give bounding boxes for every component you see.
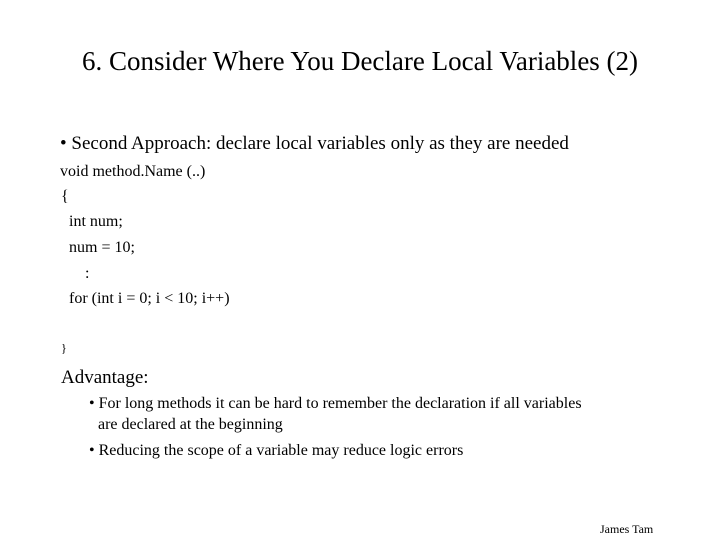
- sub-bullet-reduce-scope: • Reducing the scope of a variable may reduce logic errors: [89, 442, 464, 459]
- code-ellipsis: :: [85, 265, 90, 282]
- code-method-signature: void method.Name (..): [60, 163, 206, 180]
- code-assign-num: num = 10;: [69, 239, 135, 256]
- main-bullet: • Second Approach: declare local variables only as they are needed: [60, 133, 569, 154]
- code-declare-num: int num;: [69, 213, 123, 230]
- sub-bullet-long-methods: • For long methods it can be hard to remember the declaration if all variables: [89, 395, 582, 412]
- advantage-heading: Advantage:: [61, 367, 149, 388]
- code-for-loop: for (int i = 0; i < 10; i++): [69, 290, 230, 307]
- slide-title: 6. Consider Where You Declare Local Variables (2): [81, 46, 639, 76]
- footer-author: James Tam: [600, 522, 654, 536]
- sub-bullet-long-methods-continued: are declared at the beginning: [98, 416, 283, 433]
- code-close-brace: }: [61, 341, 67, 355]
- code-open-brace: {: [61, 188, 69, 205]
